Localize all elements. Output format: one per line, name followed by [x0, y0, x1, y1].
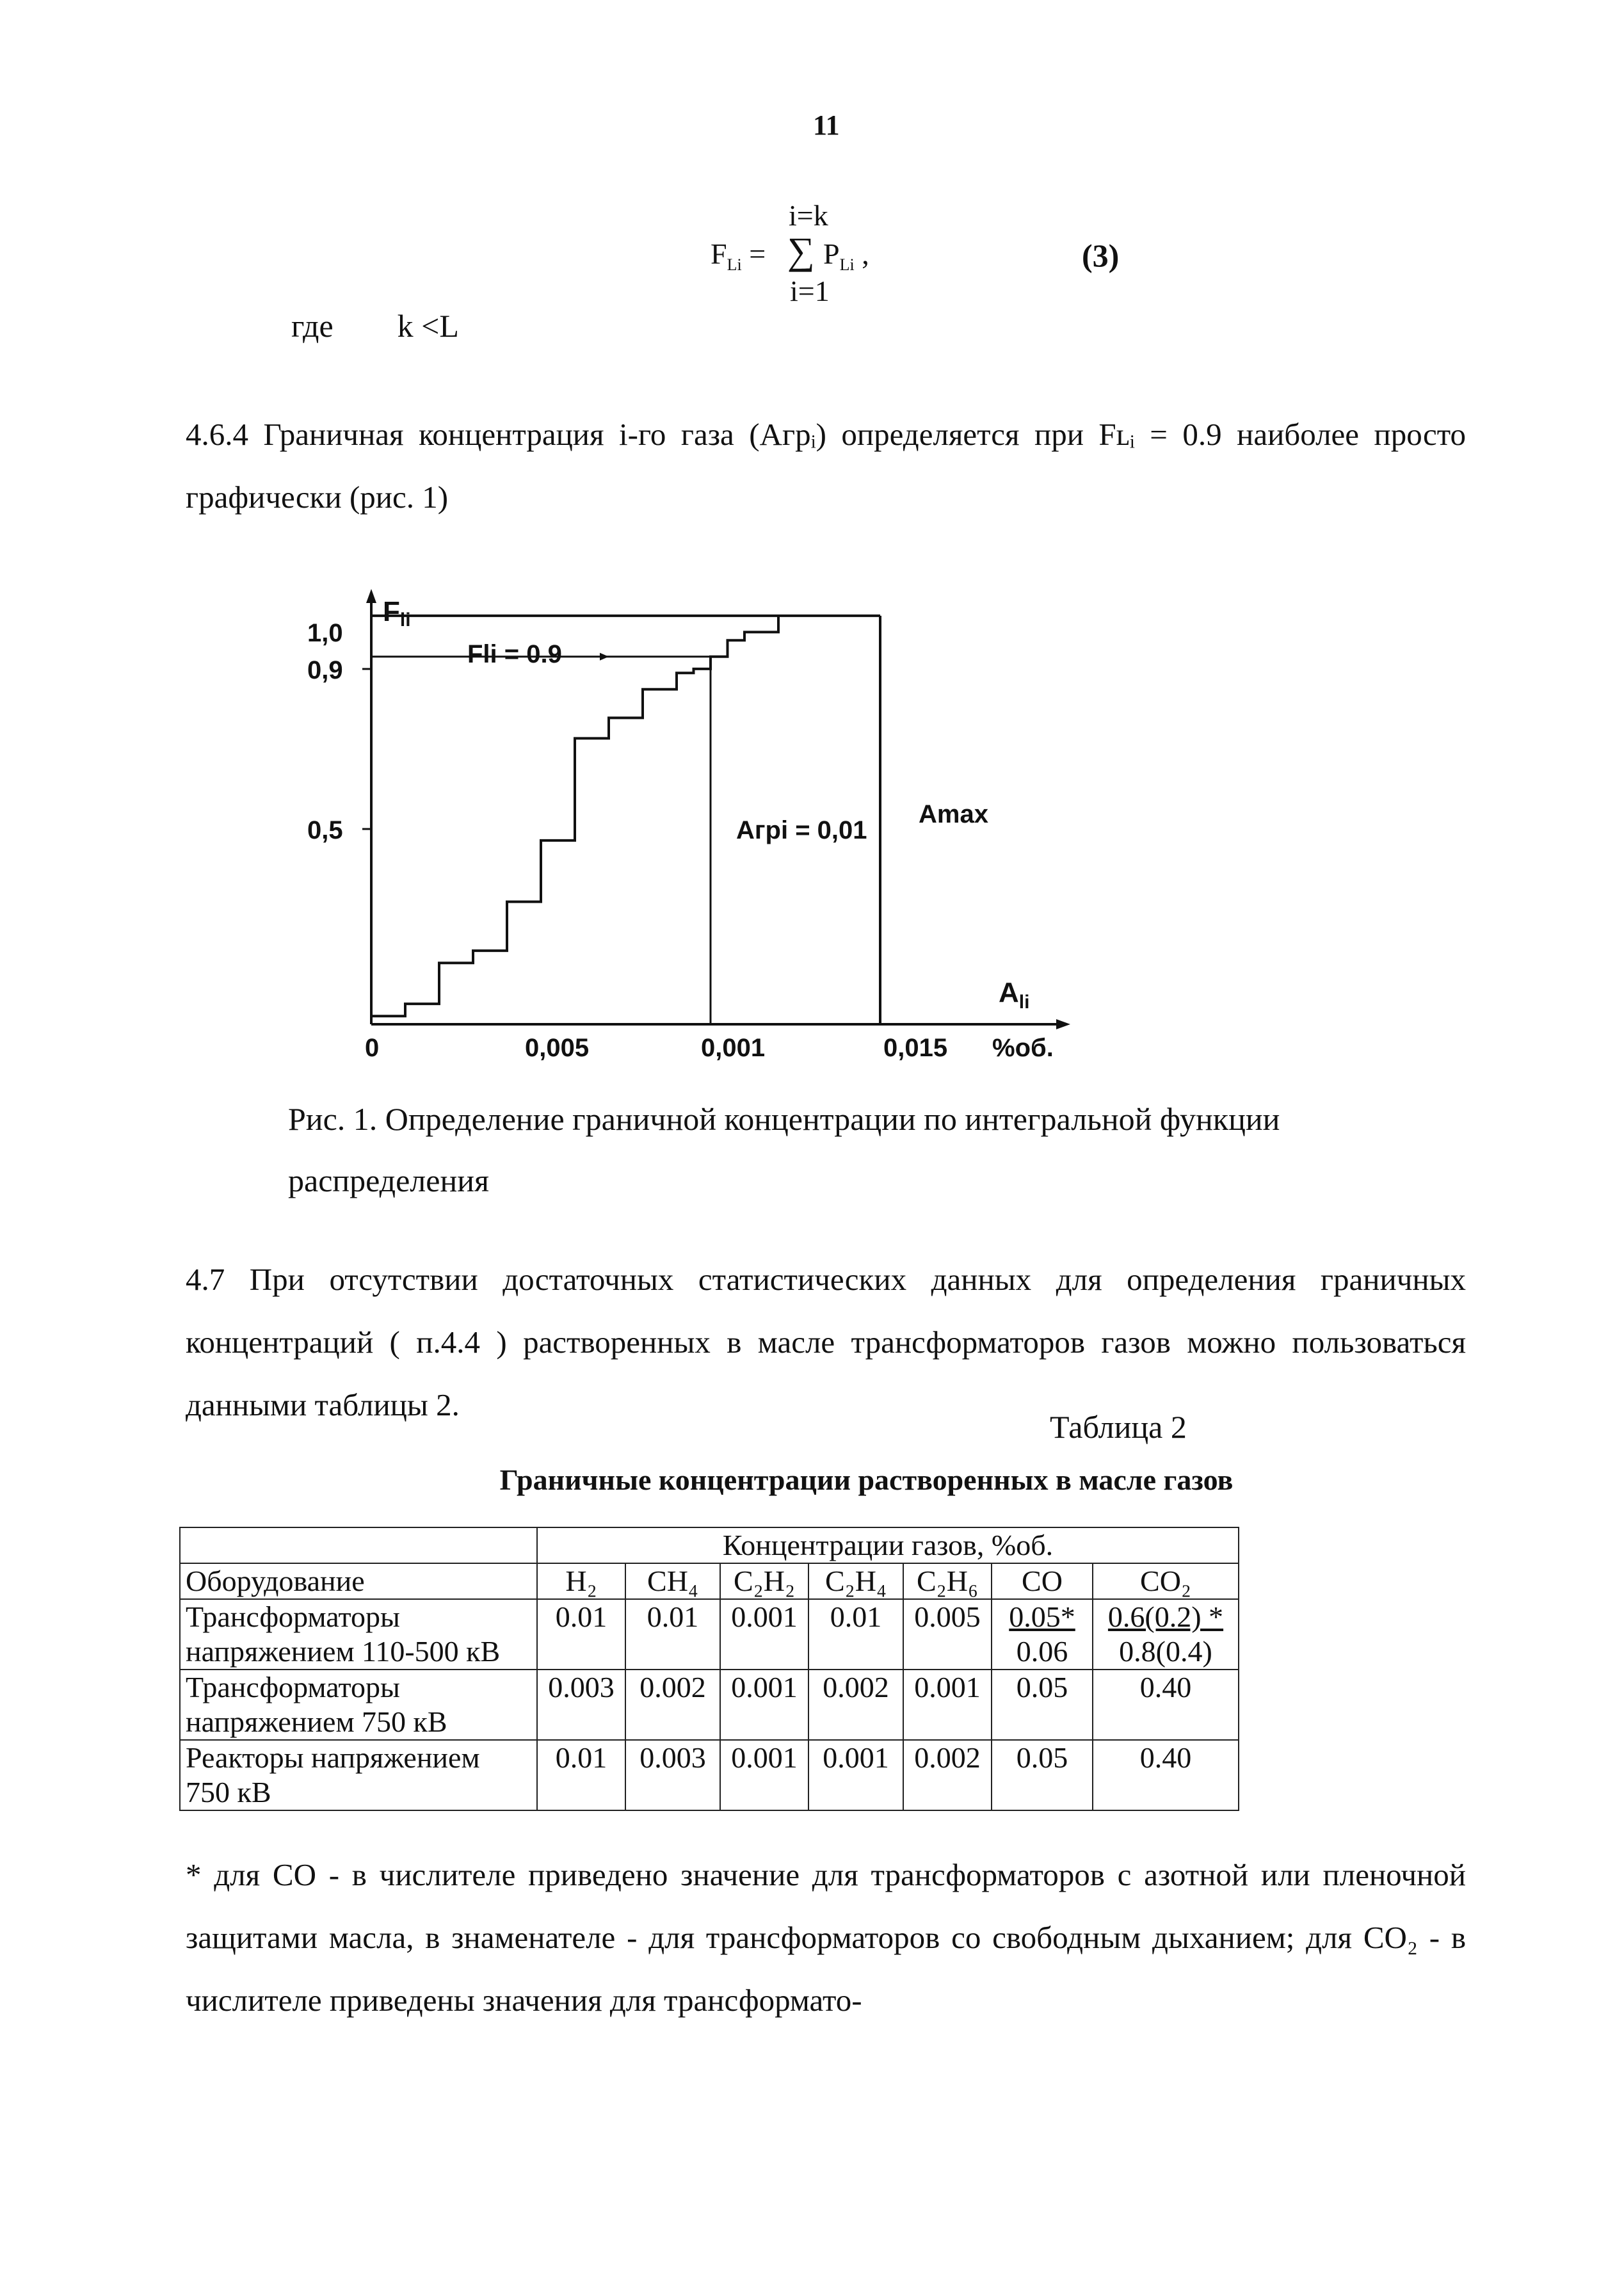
x-tick-0-001: 0,001 [701, 1034, 766, 1062]
where-clause [291, 307, 459, 344]
cell-value: 0.01 [537, 1599, 625, 1670]
co2-numerator: 0.6(0.2) * [1107, 1600, 1224, 1633]
cell-value: 0.01 [537, 1740, 625, 1810]
cell-value: 0.001 [720, 1670, 808, 1740]
formula-term: $P_{Li}$ , [823, 237, 869, 275]
sum-upper-limit: i=k [789, 199, 828, 232]
cell-value: 0.001 [720, 1599, 808, 1670]
header-empty-cell [180, 1527, 537, 1563]
cell-co-split [992, 1599, 1093, 1670]
gas-header-h2: H₂ [537, 1563, 625, 1599]
table-row [180, 1599, 1239, 1670]
cell-value: 0.001 [720, 1740, 808, 1810]
cell-value: 0.40 [1093, 1740, 1239, 1810]
table-row [180, 1670, 1239, 1740]
agr-label: Агрi = 0,01 [736, 816, 867, 844]
cell-value: 0.05 [992, 1670, 1093, 1740]
cell-value: 0.01 [625, 1599, 720, 1670]
distribution-step-line [371, 616, 778, 1016]
amax-label: Amax [919, 800, 988, 828]
y-tick-0-9: 0,9 [307, 656, 343, 684]
cell-co2-split [1093, 1599, 1239, 1670]
cell-value: 0.05 [992, 1740, 1093, 1810]
cell-value: 0.002 [625, 1670, 720, 1740]
table-title: Граничные концентрации растворенных в масле газов [499, 1463, 1234, 1496]
table-header-row-2 [180, 1563, 1239, 1599]
y-axis-arrow [366, 589, 376, 603]
y-tick-1-0: 1,0 [307, 619, 343, 647]
gas-header-c2h2: C₂H₂ [720, 1563, 808, 1599]
x-tick-0: 0 [365, 1034, 380, 1062]
row-equipment-name: Трансформаторы напряжением 110-500 кВ [180, 1599, 537, 1670]
cell-value: 0.40 [1093, 1670, 1239, 1740]
x-unit-label: %об. [992, 1034, 1054, 1062]
formula-3 [711, 198, 903, 307]
table-row [180, 1740, 1239, 1810]
gas-header-c2h4: C₂H₄ [808, 1563, 903, 1599]
x-axis-arrow [1056, 1019, 1070, 1029]
gas-concentration-table [179, 1527, 1239, 1811]
cell-value: 0.002 [808, 1670, 903, 1740]
co-denominator: 0.06 [1016, 1635, 1068, 1668]
y-axis-label: Fli [383, 596, 411, 631]
co2-denominator: 0.8(0.4) [1119, 1635, 1212, 1668]
paragraph-4-6-4: 4.6.4 Граничная концентрация i-го газа (Агрᵢ) определяется при Fʟᵢ = 0.9 наиболее просто графически (рис. 1) [186, 417, 1466, 515]
table-label: Таблица 2 [1050, 1409, 1187, 1445]
cell-value: 0.001 [808, 1740, 903, 1810]
row-equipment-name: Трансформаторы напряжением 750 кВ [180, 1670, 537, 1740]
figure-caption: Рис. 1. Определение граничной концентрации по интегральной функции распределения [288, 1101, 1280, 1198]
sum-lower-limit: i=1 [790, 275, 830, 307]
cell-value: 0.002 [903, 1740, 992, 1810]
gas-header-co2: CO₂ [1093, 1563, 1239, 1599]
x-tick-0-015: 0,015 [883, 1034, 948, 1062]
cell-value: 0.003 [625, 1740, 720, 1810]
gas-header-ch4: CH₄ [625, 1563, 720, 1599]
formula-lhs: $F_{Li}$ = [711, 237, 766, 275]
paragraph-4-7: 4.7 При отсутствии достаточных статистических данных для определения граничных концентраций ( п.4.4 ) растворенных в масле трансформаторов газов можно пользоваться данными таблицы 2. [186, 1262, 1466, 1422]
fli-label: Fli = 0.9 [467, 640, 562, 668]
co-numerator: 0.05* [1009, 1600, 1075, 1633]
cell-value: 0.005 [903, 1599, 992, 1670]
x-tick-0-005: 0,005 [525, 1034, 590, 1062]
row-equipment-name: Реакторы напряжением 750 кВ [180, 1740, 537, 1810]
threshold-arrow [600, 653, 609, 661]
table-header-row-1 [180, 1527, 1239, 1563]
cell-value: 0.003 [537, 1670, 625, 1740]
gas-header-co: CO [992, 1563, 1093, 1599]
figure-1-chart [294, 583, 1101, 1069]
gas-header-c2h6: C₂H₆ [903, 1563, 992, 1599]
table-footnote: * для СО - в числителе приведено значение для трансформаторов с азотной или пленочной защитами масла, в знаменателе - для трансформаторов со свободным дыханием; для СО₂ - в числителе приведены значения для трансформато- [186, 1857, 1466, 2018]
group-header: Концентрации газов, %об. [537, 1527, 1239, 1563]
x-axis-label: $A_{li}$ [999, 977, 1030, 1013]
cell-value: 0.01 [808, 1599, 903, 1670]
where-condition: k <L [397, 308, 459, 344]
where-word: где [291, 308, 334, 344]
cell-value: 0.001 [903, 1670, 992, 1740]
equation-number: (3) [1082, 237, 1120, 273]
equipment-header: Оборудование [180, 1563, 537, 1599]
sum-symbol: ∑ [787, 230, 815, 272]
page-number: 11 [813, 109, 840, 141]
y-tick-0-5: 0,5 [307, 816, 343, 844]
